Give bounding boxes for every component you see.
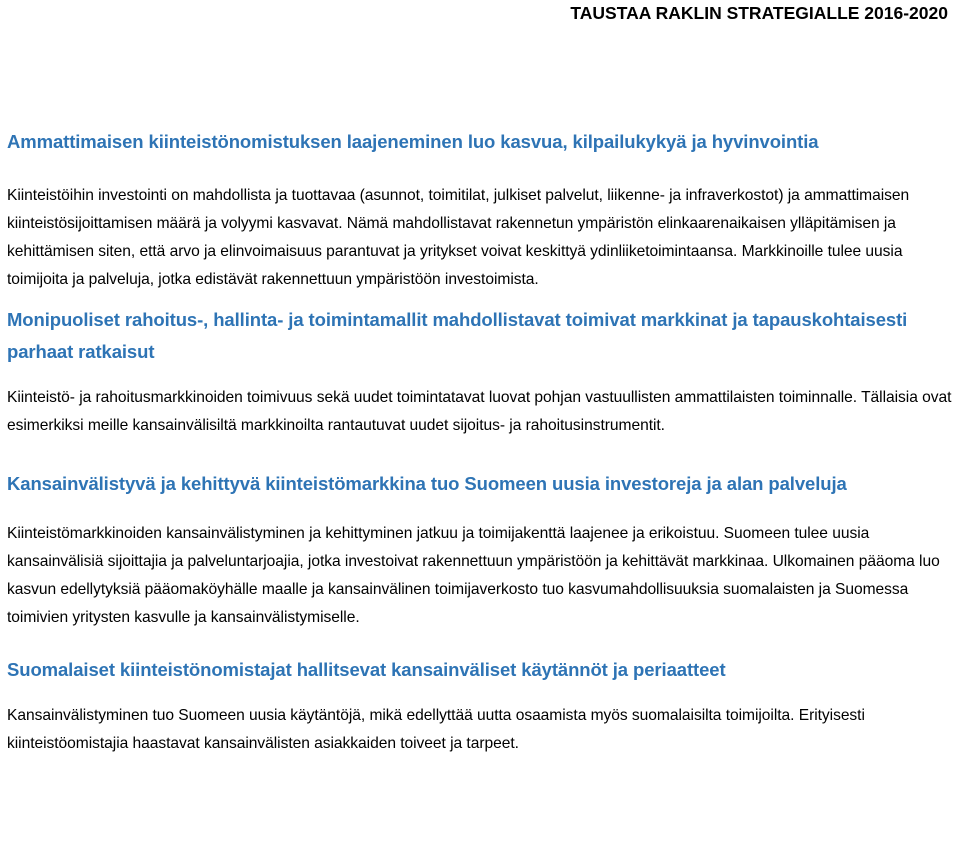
section-heading: Suomalaiset kiinteistönomistajat hallitsevat kansainväliset käytännöt ja periaatteet — [7, 659, 726, 680]
section-internationalizing-market — [7, 468, 957, 632]
document-content — [7, 126, 957, 758]
page-header-title: TAUSTAA RAKLIN STRATEGIALLE 2016-2020 — [570, 3, 948, 23]
section-paragraph: Kiinteistö- ja rahoitusmarkkinoiden toimivuus sekä uudet toimintatavat luovat pohjan vastuullisten ammattilaisten toiminnalle. Tällaisia ovat esimerkiksi meille kansainvälisiltä markkinoilta rantautuvat uudet sijoitus- ja rahoitusinstrumentit. — [7, 389, 952, 434]
section-heading: Kansainvälistyvä ja kehittyvä kiinteistömarkkina tuo Suomeen uusia investoreja ja alan palveluja — [7, 473, 847, 494]
section-heading: Monipuoliset rahoitus-, hallinta- ja toimintamallit mahdollistavat toimivat markkinat ja tapauskohtaisesti parhaat ratkaisut — [7, 309, 908, 362]
section-heading: Ammattimaisen kiinteistönomistuksen laajeneminen luo kasvua, kilpailukykyä ja hyvinvointia — [7, 131, 819, 152]
section-paragraph: Kiinteistömarkkinoiden kansainvälistyminen ja kehittyminen jatkuu ja toimijakenttä laajenee ja erikoistuu. Suomeen tulee uusia kansainvälisiä sijoittajia ja palveluntarjoajia, jotka investoivat rakennettuun ympäristöön ja kehittävät markkinaa. Ulkomainen pääoma luo kasvun edellytyksiä pääomaköyhälle maalle ja kansainvälinen toimijaverkosto tuo kasvumahdollisuuksia suomalaisten ja Suomessa toimivien yritysten kasvulle ja kansainvälistymiselle. — [7, 525, 940, 626]
section-professional-ownership — [7, 126, 957, 294]
section-financing-models — [7, 304, 957, 440]
section-paragraph: Kansainvälistyminen tuo Suomeen uusia käytäntöjä, mikä edellyttää uutta osaamista myös suomalaisilta toimijoilta. Erityisesti kiinteistöomistajia haastavat kansainvälisten asiakkaiden toiveet ja tarpeet. — [7, 707, 865, 752]
section-international-practices — [7, 654, 957, 758]
section-paragraph: Kiinteistöihin investointi on mahdollista ja tuottavaa (asunnot, toimitilat, julkiset palvelut, liikenne- ja infraverkostot) ja ammattimaisen kiinteistösijoittamisen määrä ja volyymi kasvavat. Nämä mahdollistavat rakennetun ympäristön elinkaarenaikaisen ylläpitämisen ja kehittämisen siten, että arvo ja elinvoimaisuus parantuvat ja yritykset voivat keskittyä ydinliiketoimintaansa. Markkinoille tulee uusia toimijoita ja palveluja, jotka edistävät rakennettuun ympäristöön investoimista. — [7, 187, 910, 288]
